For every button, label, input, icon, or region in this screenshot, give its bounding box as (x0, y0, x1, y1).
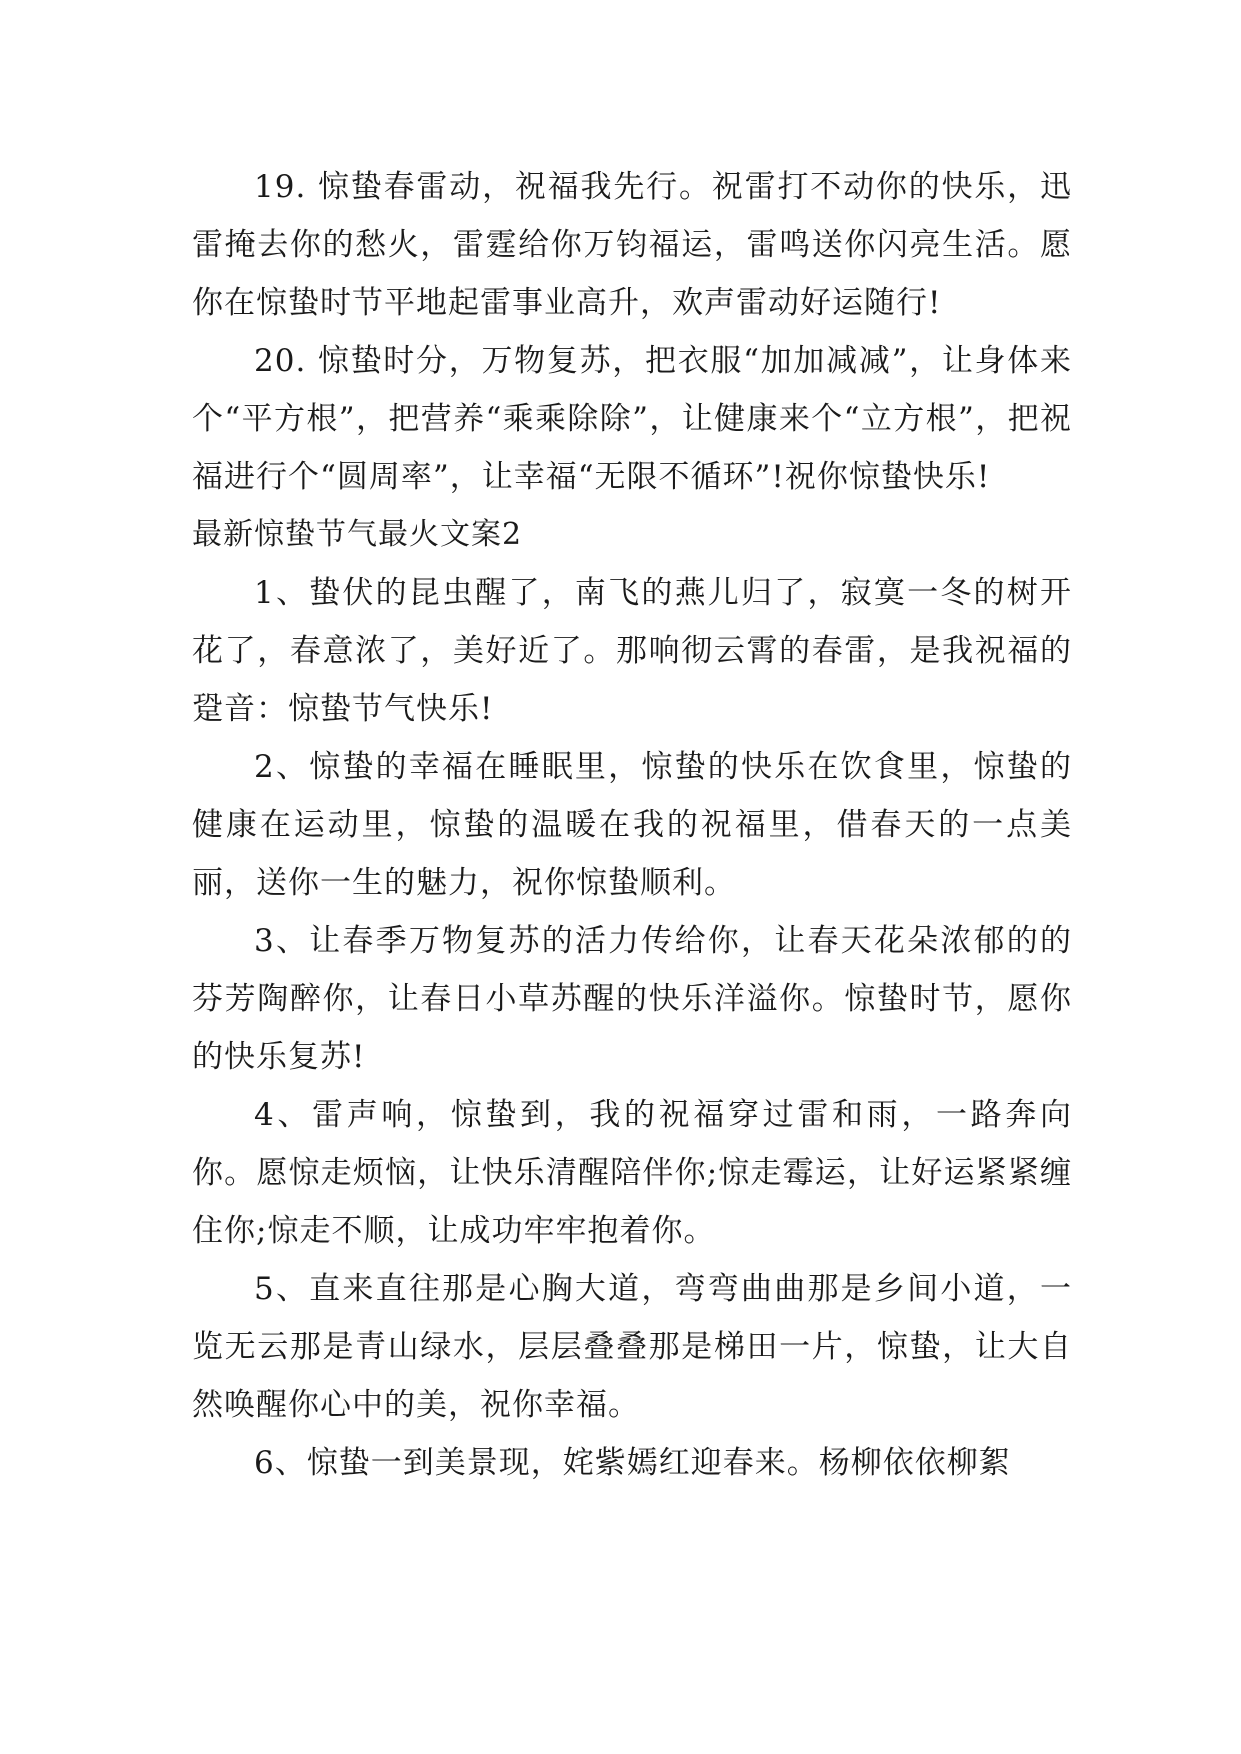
section-heading: 最新惊蛰节气最火文案2 (192, 517, 523, 552)
paragraph-3: 3、让春季万物复苏的活力传给你，让春天花朵浓郁的的芬芳陶醉你，让春日小草苏醒的快乐洋溢你。惊蛰时节，愿你的快乐复苏! (192, 923, 1072, 1075)
paragraph-19: 19. 惊蛰春雷动，祝福我先行。祝雷打不动你的快乐，迅雷掩去你的愁火，雷霆给你万钧福运，雷鸣送你闪亮生活。愿你在惊蛰时节平地起雷事业高升，欢声雷动好运随行! (192, 169, 1072, 321)
paragraph-20: 20. 惊蛰时分，万物复苏，把衣服“加加减减”，让身体来个“平方根”，把营养“乘乘除除”，让健康来个“立方根”，把祝福进行个“圆周率”，让幸福“无限不循环”!祝你惊蛰快乐! (192, 343, 1072, 495)
paragraph-6: 6、惊蛰一到美景现，姹紫嫣红迎春来。杨柳依依柳絮 (254, 1445, 1011, 1481)
document-body (192, 158, 1072, 1492)
paragraph-5: 5、直来直往那是心胸大道，弯弯曲曲那是乡间小道，一览无云那是青山绿水，层层叠叠那是梯田一片，惊蛰，让大自然唤醒你心中的美，祝你幸福。 (192, 1271, 1072, 1423)
paragraph-4: 4、雷声响，惊蛰到，我的祝福穿过雷和雨，一路奔向你。愿惊走烦恼，让快乐清醒陪伴你;惊走霉运，让好运紧紧缠住你;惊走不顺，让成功牢牢抱着你。 (192, 1097, 1072, 1249)
paragraph-1: 1、蛰伏的昆虫醒了，南飞的燕儿归了，寂寞一冬的树开花了，春意浓了，美好近了。那响彻云霄的春雷，是我祝福的跫音：惊蛰节气快乐! (192, 575, 1072, 727)
paragraph-2: 2、惊蛰的幸福在睡眠里，惊蛰的快乐在饮食里，惊蛰的健康在运动里，惊蛰的温暖在我的祝福里，借春天的一点美丽，送你一生的魅力，祝你惊蛰顺利。 (192, 749, 1072, 901)
